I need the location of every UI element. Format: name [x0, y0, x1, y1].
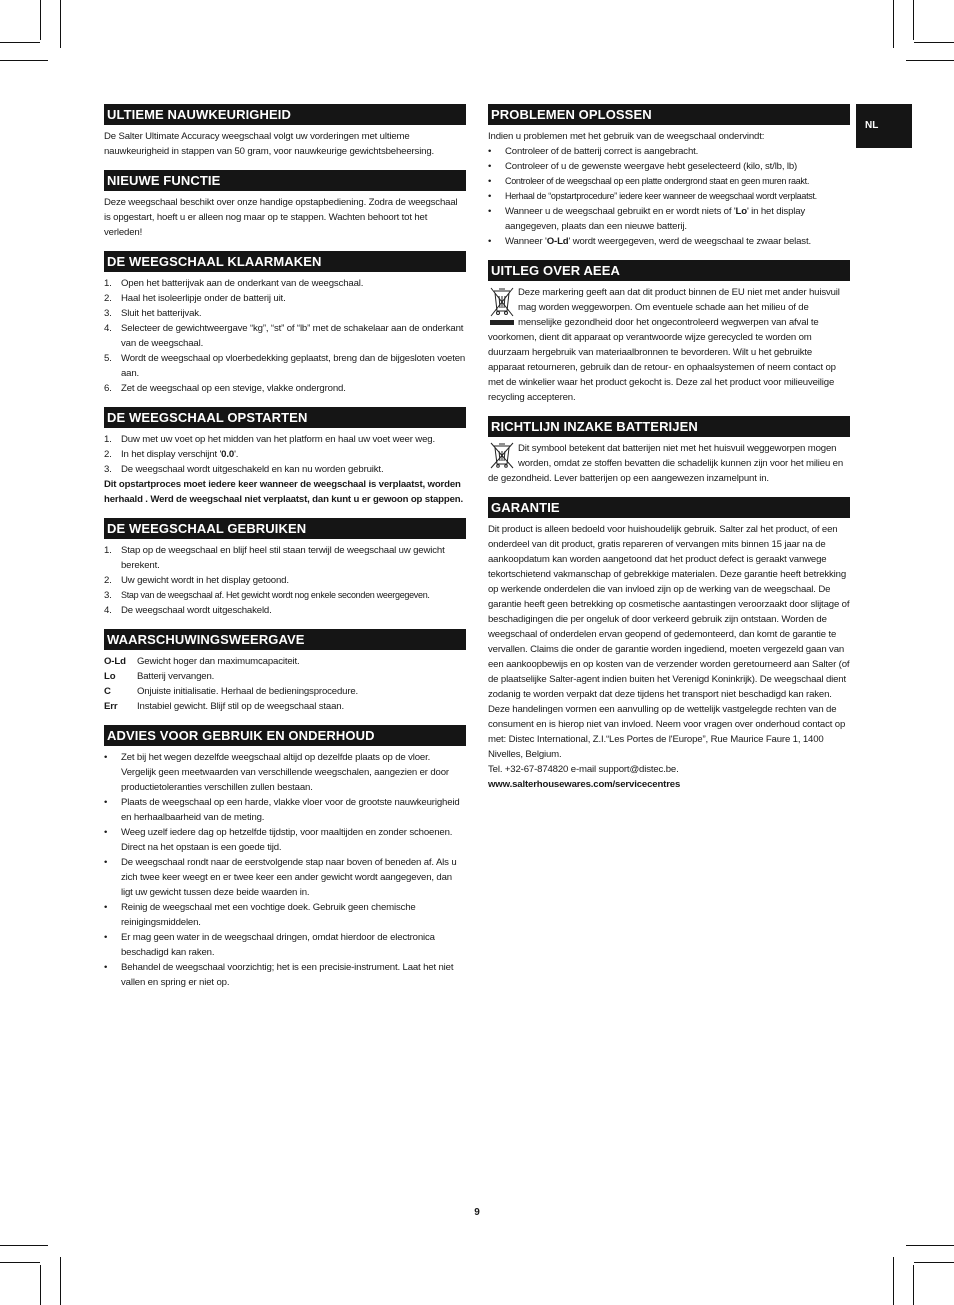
warning-row: Err Instabiel gewicht. Blijf stil op de weegschaal staan. [104, 701, 344, 712]
language-tab: NL [856, 104, 912, 148]
numbered-list [104, 276, 466, 396]
page-number: 9 [474, 1207, 480, 1218]
paragraph: Indien u problemen met het gebruik van de weegschaal ondervindt: [488, 131, 765, 142]
warning-row: Lo Batterij vervangen. [104, 671, 215, 682]
section-nieuwe-functie [104, 170, 466, 240]
list-item: 5. Wordt de weegschaal op vloerbedekking geplaatst, breng dan de bijgesloten voeten aan. [104, 353, 466, 379]
numbered-list [104, 432, 466, 477]
list-item: 6. Zet de weegschaal op een stevige, vlakke ondergrond. [104, 383, 346, 394]
list-item: • Controleer of de weegschaal op een platte ondergrond staat en geen muren raakt. [488, 176, 810, 187]
paragraph: Deze markering geeft aan dat dit product binnen de EU niet met ander huisvuil mag worden weggeworpen. Om eventuele schade aan het milieu of de menselijke gezondheid door het ongecontroleerd wegwerpen van afval te voorkomen, dient dit apparaat op verantwoorde wijze gerecycled te worden om duurzaam hergebruik van materiaalbronnen te bevorderen. Wilt u het gebruikte apparaat retourneren, gebruik dan de retour- en ophaalsystemen of neem contact op met de winkelier waar het product gekocht is. Deze zal het product voor milieuveilige recycling accepteren. [488, 287, 840, 403]
crossed-out-bin-icon [488, 285, 516, 327]
list-item: • De weegschaal rondt naar de eerstvolgende stap naar boven of beneden af. Als u zich twee keer weegt en er twee keer een ander gewicht wordt aangegeven, dan ligt uw gewicht tussen deze beide waarden in. [104, 857, 457, 898]
list-item: • Behandel de weegschaal voorzichtig; het is een precisie-instrument. Laat het niet vallen en spring er niet op. [104, 962, 454, 988]
list-item: • Er mag geen water in de weegschaal dringen, omdat hierdoor de electronica beschadigd kan raken. [104, 932, 435, 958]
section-gebruiken [104, 518, 466, 618]
crossed-out-bin-icon [488, 441, 516, 469]
list-item: • Wanneer u de weegschaal gebruikt en er wordt niets of 'Lo' in het display aangegeven, plaats dan een nieuwe batterij. [488, 206, 806, 232]
list-item: 3. Sluit het batterijvak. [104, 308, 202, 319]
list-item: 4. Selecteer de gewichtweergave “kg”, “st” of “lb” met de schakelaar aan de onderkant van de weegschaal. [104, 323, 464, 349]
list-item: 2. Uw gewicht wordt in het display getoond. [104, 575, 289, 586]
section-aeea [488, 260, 850, 405]
section-heading: DE WEEGSCHAAL OPSTARTEN [104, 407, 466, 428]
warning-row: O-Ld Gewicht hoger dan maximumcapaciteit. [104, 656, 300, 667]
list-item: 1. Duw met uw voet op het midden van het platform en haal uw voet weer weg. [104, 434, 435, 445]
list-item: • Weeg uzelf iedere dag op hetzelfde tijdstip, voor maaltijden en zonder schoenen. Direct na het opstaan is een goede tijd. [104, 827, 453, 853]
service-url[interactable]: www.salterhousewares.com/servicecentres [488, 779, 681, 790]
list-item: 1. Open het batterijvak aan de onderkant van de weegschaal. [104, 278, 364, 289]
section-batterijen [488, 416, 850, 486]
section-heading: UITLEG OVER AEEA [488, 260, 850, 281]
section-heading: ULTIEME NAUWKEURIGHEID [104, 104, 466, 125]
list-item: • Zet bij het wegen dezelfde weegschaal altijd op dezelfde plaats op de vloer. Vergelijk geen meetwaarden van verschillende weegschalen, aangezien er door productietoleranties verschillen zullen bestaan. [104, 752, 449, 793]
numbered-list [104, 543, 466, 618]
section-klaarmaken [104, 251, 466, 396]
list-item: • Controleer of de batterij correct is aangebracht. [488, 146, 699, 157]
bold-note: Dit opstartproces moet iedere keer wanneer de weegschaal is verplaatst, worden herhaald . Werd de weegschaal niet verplaatst, dan kunt u er gewoon op stappen. [104, 479, 464, 505]
bullet-list [104, 750, 466, 990]
paragraph: Dit symbool betekent dat batterijen niet met het huisvuil weggeworpen mogen worden, omdat ze stoffen bevatten die schadelijk kunnen zijn voor het milieu en de gezondheid. Lever batterijen op een aangewezen inzamelpunt in. [488, 443, 844, 484]
section-heading: PROBLEMEN OPLOSSEN [488, 104, 850, 125]
section-heading: ADVIES VOOR GEBRUIK EN ONDERHOUD [104, 725, 466, 746]
section-heading: NIEUWE FUNCTIE [104, 170, 466, 191]
section-heading: WAARSCHUWINGSWEERGAVE [104, 629, 466, 650]
list-item: • Plaats de weegschaal op een harde, vlakke vloer voor de grootste nauwkeurigheid en herhaalbaarheid van de meting. [104, 797, 460, 823]
section-heading: DE WEEGSCHAAL KLAARMAKEN [104, 251, 466, 272]
right-column [488, 104, 850, 803]
list-item: • Wanneer 'O-Ld' wordt weergegeven, werd de weegschaal te zwaar belast. [488, 236, 811, 247]
list-item: 2. In het display verschijnt '0.0'. [104, 449, 239, 460]
list-item: 3. Stap van de weegschaal af. Het gewicht wordt nog enkele seconden weergegeven. [104, 590, 430, 601]
section-heading: RICHTLIJN INZAKE BATTERIJEN [488, 416, 850, 437]
section-advies [104, 725, 466, 990]
left-column [104, 104, 466, 1001]
section-problemen [488, 104, 850, 249]
section-garantie [488, 497, 850, 792]
section-heading: GARANTIE [488, 497, 850, 518]
list-item: • Reinig de weegschaal met een vochtige doek. Gebruik geen chemische reinigingsmiddelen. [104, 902, 416, 928]
warning-row: C Onjuiste initialisatie. Herhaal de bedieningsprocedure. [104, 686, 359, 697]
section-waarschuwing [104, 629, 466, 714]
list-item: • Herhaal de “opstartprocedure” iedere keer wanneer de weegschaal wordt verplaatst. [488, 191, 817, 202]
contact-line: Tel. +32-67-874820 e-mail support@distec.be. [488, 764, 679, 775]
section-heading: DE WEEGSCHAAL GEBRUIKEN [104, 518, 466, 539]
section-opstarten [104, 407, 466, 507]
paragraph: De Salter Ultimate Accuracy weegschaal volgt uw vorderingen met ultieme nauwkeurigheid in stappen van 50 gram, voor nauwkeurige gewichtsbeheersing. [104, 131, 435, 157]
paragraph: Dit product is alleen bedoeld voor huishoudelijk gebruik. Salter zal het product, of een onderdeel van dit product, gratis repareren of vervangen mits binnen 15 jaar na de aankoopdatum kan worden aangetoond dat het product defect is geraakt vanwege tekortschietend vakmanschap of gebrekkige materialen. Deze garantie heeft betrekking op werkende onderdelen die van invloed zijn op de werking van de weegschaal. De garantie heeft geen betrekking op cosmetische aantastingen veroorzaakt door slijtage of beschadigingen die per ongeluk of door verkeerd gebruik zijn ontstaan. Worden de weegschaal of onderdelen ervan geopend of gedemonteerd, dan komt de garantie te vervallen. Claims die onder de garantie worden ingediend, moeten vergezeld gaan van een aankoopbewijs en op kosten van de verzender worden geretourneerd aan Salter (of de plaatselijke Salter-agent indien buiten het Verenigd Koninkrijk). De weegschaal dient zodanig te worden verpakt dat deze tijdens het transport niet beschadigd kan raken. Deze handelingen vormen een aanvulling op de wettelijk vastgelegde rechten van de consument en is hierop niet van invloed. Neem voor vragen over onderhoud contact op met: Distec International, Z.I.“Les Portes de l'Europe”, Rue Maurice Faure 1, 1400 Nivelles, Belgium. [488, 524, 850, 760]
list-item: • Controleer of u de gewenste weergave hebt geselecteerd (kilo, st/lb, lb) [488, 161, 798, 172]
list-item: 3. De weegschaal wordt uitgeschakeld en kan nu worden gebruikt. [104, 464, 384, 475]
list-item: 2. Haal het isoleerlipje onder de batterij uit. [104, 293, 286, 304]
list-item: 4. De weegschaal wordt uitgeschakeld. [104, 605, 272, 616]
paragraph: Deze weegschaal beschikt over onze handige opstapbediening. Zodra de weegschaal is opgestart, hoeft u er alleen nog maar op te stappen. Wachten behoort tot het verleden! [104, 197, 458, 238]
section-ultieme [104, 104, 466, 159]
bullet-list [488, 144, 850, 249]
list-item: 1. Stap op de weegschaal en blijf heel stil staan terwijl de weegschaal uw gewicht berekent. [104, 545, 445, 571]
